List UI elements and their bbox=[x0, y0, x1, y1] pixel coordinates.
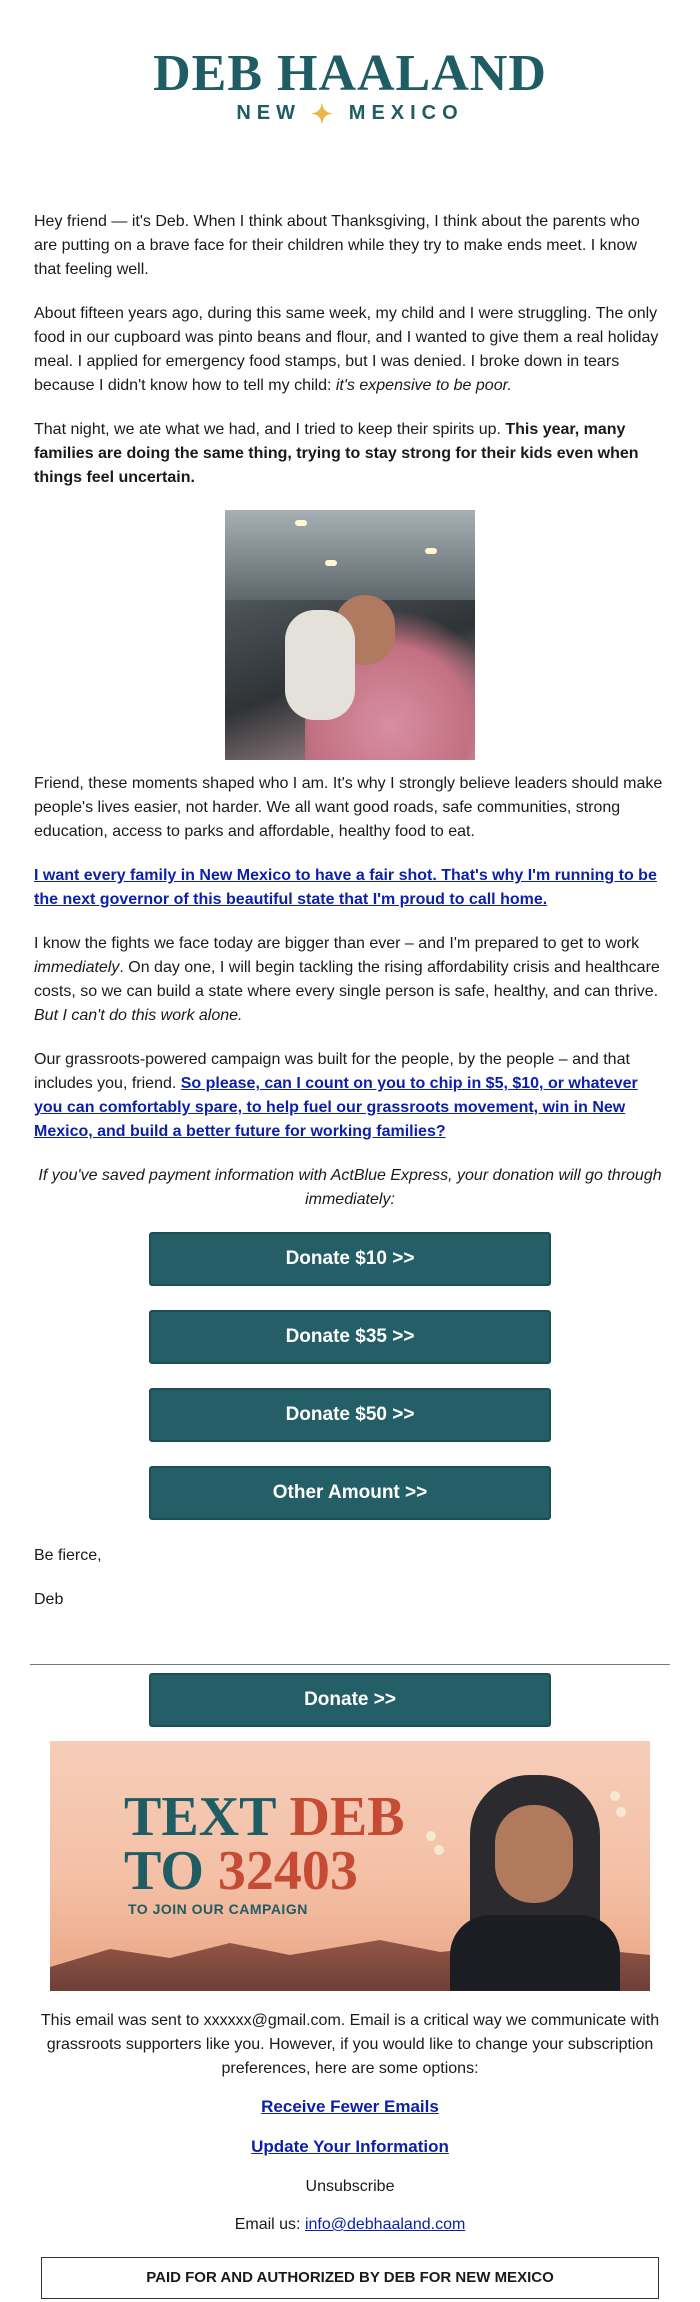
yucca-flower bbox=[426, 1831, 436, 1841]
photo-light bbox=[295, 520, 307, 526]
paragraph-ask bbox=[34, 1048, 666, 1144]
chip-in-link[interactable]: So please, can I count on you to chip in $5, $10, or whatever you can comfortably spare, to help fuel our grassroots movement, win in New Mexico, and build a better future for working families? bbox=[34, 1075, 638, 1140]
donate-50-button[interactable]: Donate $50 >> bbox=[149, 1388, 551, 1442]
yucca-flower bbox=[434, 1845, 444, 1855]
logo-subtitle-left: NEW bbox=[236, 102, 301, 124]
photo-baby bbox=[285, 610, 355, 720]
receive-fewer-emails-link[interactable]: Receive Fewer Emails bbox=[261, 2097, 439, 2116]
banner-headline-line2 bbox=[124, 1840, 358, 1902]
paragraph-story bbox=[34, 302, 666, 398]
paragraph-fights-text-b: . On day one, I will begin tackling the rising affordability crisis and healthcare costs, so we can build a state where every single person is safe, healthy, and can thrive. bbox=[34, 959, 660, 1000]
footer-email-link[interactable]: info@debhaaland.com bbox=[304, 2216, 466, 2233]
paragraph-values: Friend, these moments shaped who I am. It's why I strongly believe leaders should make people's lives easier, not harder. We all want good roads, safe communities, strong education, access to parks and affordable, healthy food to eat. bbox=[34, 775, 663, 840]
paragraph-fights-italic2: But I can't do this work alone. bbox=[34, 1007, 243, 1024]
banner-headline-line1 bbox=[124, 1786, 405, 1848]
paragraph-fights-text-a: I know the fights we face today are bigger than ever – and I'm prepared to get to work bbox=[34, 935, 640, 952]
photo-ceiling bbox=[225, 510, 475, 600]
donate-35-button[interactable]: Donate $35 >> bbox=[149, 1310, 551, 1364]
logo-subtitle bbox=[0, 98, 700, 129]
other-amount-button[interactable]: Other Amount >> bbox=[149, 1466, 551, 1520]
footer-notice: This email was sent to xxxxxx@gmail.com. Email is a critical way we communicate with grassroots supporters like you. However, if you would like to change your subscription preferences, here are some options: bbox=[40, 2012, 660, 2077]
family-photo bbox=[225, 510, 475, 760]
footer-email bbox=[34, 2213, 666, 2237]
divider bbox=[30, 1664, 670, 1665]
signoff-line: Be fierce, bbox=[34, 1547, 102, 1564]
banner-shortcode: 32403 bbox=[217, 1840, 358, 1902]
footer-email-label: Email us: bbox=[234, 2216, 305, 2233]
paragraph-fights bbox=[34, 932, 666, 1028]
portrait-face bbox=[495, 1805, 573, 1903]
campaign-logo bbox=[0, 0, 700, 138]
text-deb-banner[interactable] bbox=[50, 1741, 650, 1991]
donate-button[interactable]: Donate >> bbox=[149, 1673, 551, 1727]
signoff bbox=[34, 1544, 666, 1612]
letter-content bbox=[0, 210, 700, 1612]
donate-10-button[interactable]: Donate $10 >> bbox=[149, 1232, 551, 1286]
banner-to-word: TO bbox=[124, 1840, 204, 1902]
paragraph-intro: Hey friend — it's Deb. When I think about Thanksgiving, I think about the parents who are putting on a brave face for their children while they try to make ends meet. I know that feeling well. bbox=[34, 213, 640, 278]
logo-subtitle-right: MEXICO bbox=[348, 102, 464, 124]
paragraph-night-text: That night, we ate what we had, and I tried to keep their spirits up. bbox=[34, 421, 506, 438]
governor-link[interactable]: I want every family in New Mexico to have a fair shot. That's why I'm running to be the next governor of this beautiful state that I'm proud to call home. bbox=[34, 867, 657, 908]
paragraph-night-bold: This year, many families are doing the same thing, trying to stay strong for their kids even when things feel uncertain. bbox=[34, 421, 639, 486]
paid-for-disclaimer: PAID FOR AND AUTHORIZED BY DEB FOR NEW MEXICO bbox=[41, 2257, 659, 2299]
paragraph-governor bbox=[34, 864, 666, 912]
photo-light bbox=[425, 548, 437, 554]
paragraph-night bbox=[34, 418, 666, 490]
paragraph-story-text: About fifteen years ago, during this same week, my child and I were struggling. The only food in our cupboard was pinto beans and flour, and I wanted to give them a real holiday meal. I applied for emergency food stamps, but I was denied. I broke down in tears because I didn't know how to tell my child: bbox=[34, 305, 659, 394]
unsubscribe-link[interactable]: Unsubscribe bbox=[305, 2178, 395, 2195]
paragraph-ask-text: Our grassroots-powered campaign was built for the people, by the people – and that includes you, friend. bbox=[34, 1051, 630, 1092]
signoff-name: Deb bbox=[34, 1591, 64, 1608]
candidate-portrait bbox=[450, 1775, 620, 1991]
banner-tagline: TO JOIN OUR CAMPAIGN bbox=[128, 1901, 308, 1917]
paragraph-fights-italic: immediately bbox=[34, 959, 120, 976]
email-footer bbox=[0, 1991, 700, 2299]
photo-light bbox=[325, 560, 337, 566]
logo-title: DEB HAALAND bbox=[153, 45, 547, 102]
portrait-body bbox=[450, 1915, 620, 1991]
zia-sun-icon: ✦ bbox=[310, 98, 339, 129]
banner-deb-word: DEB bbox=[289, 1786, 405, 1848]
paragraph-story-italic: it's expensive to be poor. bbox=[335, 377, 512, 394]
update-information-link[interactable]: Update Your Information bbox=[251, 2137, 449, 2156]
actblue-express-note: If you've saved payment information with ActBlue Express, your donation will go through immediately: bbox=[38, 1167, 662, 1208]
banner-text-word: TEXT bbox=[124, 1786, 276, 1848]
